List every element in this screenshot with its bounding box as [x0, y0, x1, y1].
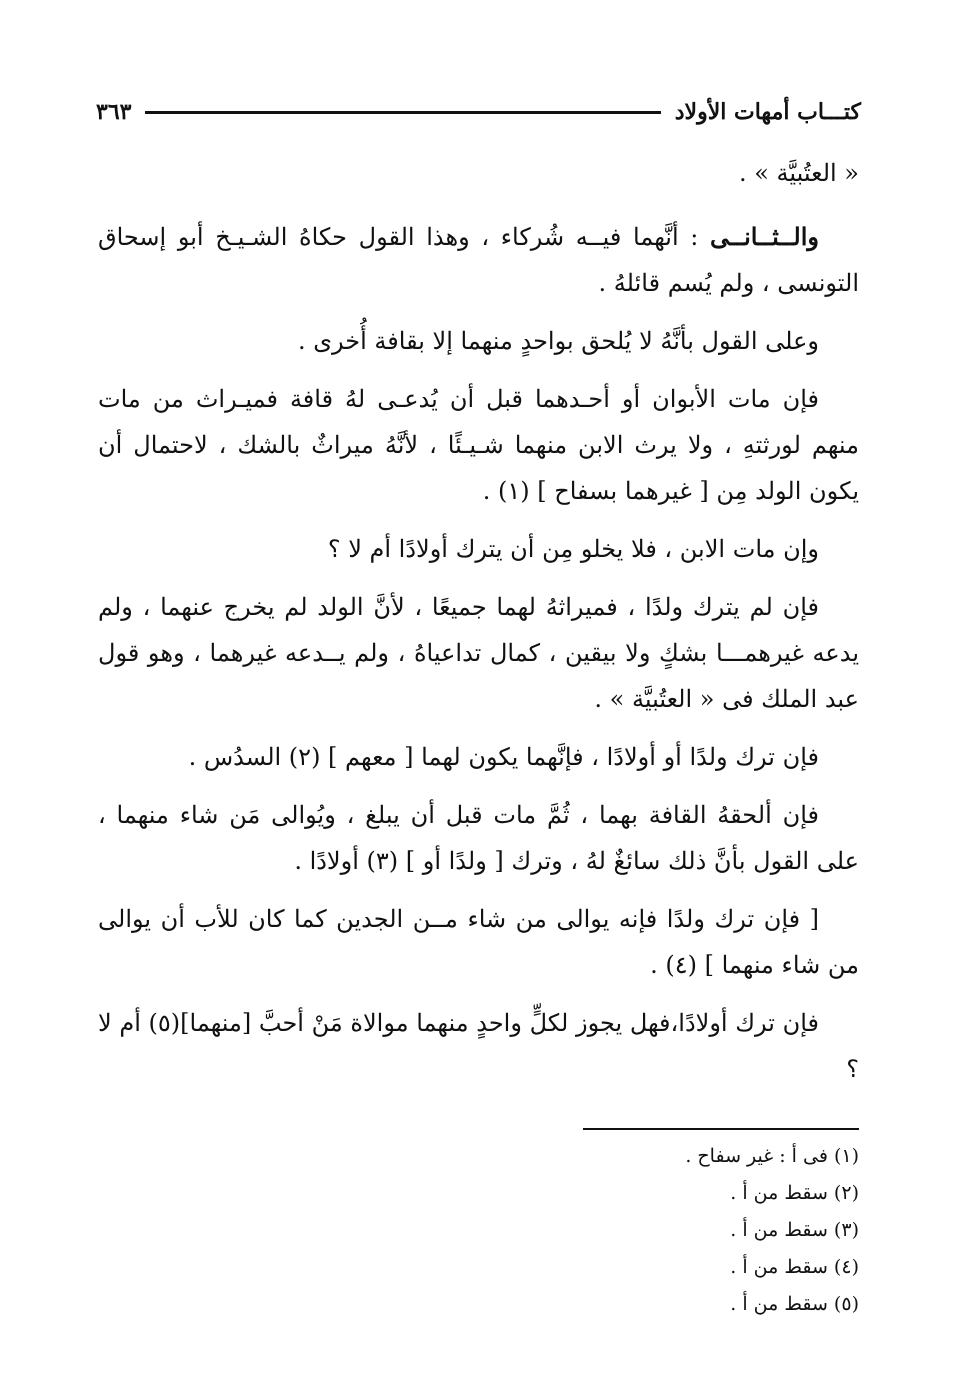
paragraph	[98, 318, 859, 364]
paragraph	[98, 1000, 859, 1092]
paragraph	[98, 896, 859, 988]
paragraph-text: فإن ألحقهُ القافة بهما ، ثُمَّ مات قبل أن يبلغ ، ويُوالى مَن شاء منهما ، على القول بأنَّ ذلك سائغٌ لهُ ، وترك [ ولدًا أو ] (٣) أولادًا .	[98, 801, 859, 875]
paragraph-text: وعلى القول بأنَّهُ لا يُلحق بواحدٍ منهما إلا بقافة أُخرى .	[298, 327, 819, 355]
paragraph	[98, 150, 859, 196]
footnotes	[583, 1128, 859, 1323]
paragraph	[98, 792, 859, 884]
paragraph-text: « العتُبيَّة » .	[738, 159, 859, 187]
paragraph-text: [ فإن ترك ولدًا فإنه يوالى من شاء مــن الجدين كما كان للأب أن يوالى من شاء منهما ] (٤) .	[98, 905, 859, 979]
paragraph	[98, 584, 859, 722]
footnote: (٣) سقط من أ .	[730, 1219, 859, 1241]
page-number: ٣٦٣	[96, 99, 132, 125]
footnote: (١) فى أ : غير سفاح .	[685, 1145, 859, 1167]
paragraph-text: فإن مات الأبوان أو أحـدهما قبل أن يُدعـى لهُ قافة فميـراث من مات منهم لورثتهِ ، ولا يرث الابن منهما شـيـئًا ، لأنَّهُ ميراثٌ بالشك ، لاحتمال أن يكون الولد مِن [ غيرهما بسفاح ] (١) .	[98, 385, 860, 505]
paragraph	[98, 376, 859, 514]
paragraph	[98, 734, 859, 780]
paragraph	[98, 526, 859, 572]
paragraph-text: فإن ترك ولدًا أو أولادًا ، فإنَّهما يكون لهما [ معهم ] (٢) السدُس .	[188, 743, 819, 771]
paragraph-text: فإن ترك أولادًا،فهل يجوز لكلٍّ واحدٍ منهما موالاة مَنْ أحبَّ [منهما](٥) أم لا ؟	[98, 1009, 859, 1083]
paragraph-lead-word: والــثــانــى	[710, 222, 819, 251]
main-text	[98, 150, 859, 1104]
paragraph-text: : أنَّهما فيــه شُركاء ، وهذا القول حكاهُ الشـيـخ أبو إسحاق التونسى ، ولم يُسم قائلهُ .	[98, 223, 859, 297]
footnote: (٢) سقط من أ .	[730, 1182, 859, 1204]
footnote: (٥) سقط من أ .	[730, 1293, 859, 1315]
paragraph-text: فإن لم يترك ولدًا ، فميراثهُ لهما جميعًا ، لأنَّ الولد لم يخرج عنهما ، ولم يدعه غيرهمـــا بشكٍ ولا بيقين ، كمال تداعياهُ ، ولم يــدعه غيرهما ، وهو قول عبد الملك فى « العتُبيَّة » .	[98, 593, 859, 713]
running-header	[96, 92, 861, 132]
footnote: (٤) سقط من أ .	[730, 1256, 859, 1278]
paragraph	[98, 214, 859, 306]
paragraph-text: وإن مات الابن ، فلا يخلو مِن أن يترك أولادًا أم لا ؟	[327, 535, 819, 563]
book-title: كتـــاب أمهات الأولاد	[674, 99, 861, 125]
header-rule	[145, 111, 660, 114]
